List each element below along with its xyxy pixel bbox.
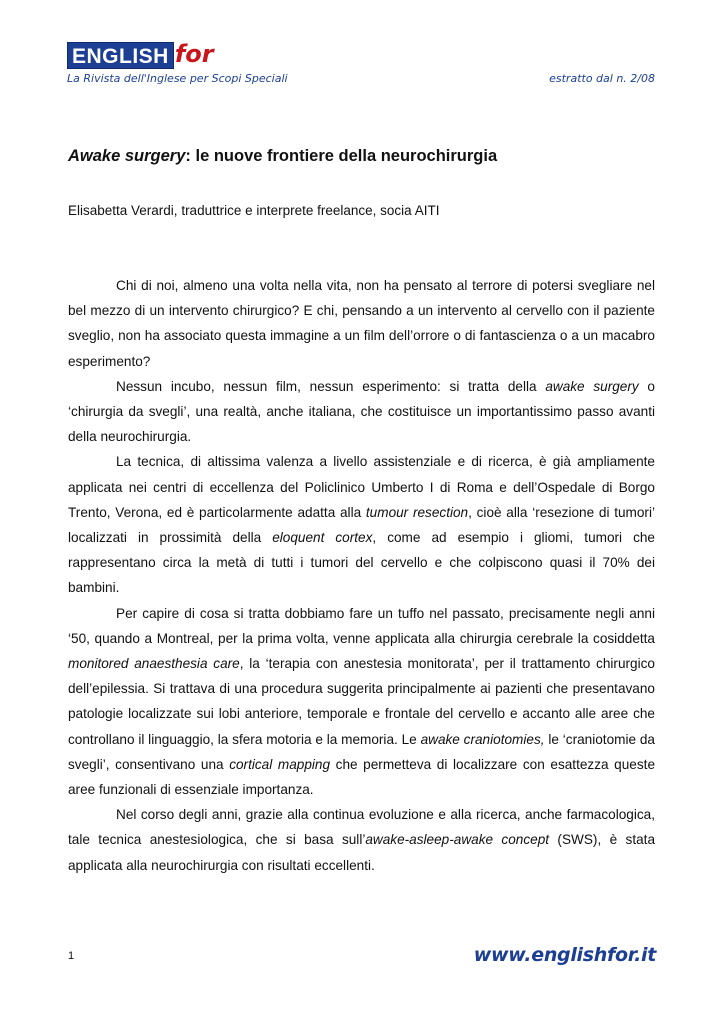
paragraph-1: Chi di noi, almeno una volta nella vita, non ha pensato al terrore di potersi svegliare nel bel mezzo di un intervento chirurgico? E chi, pensando a un intervento al cervello con il paziente sveglio, non ha associato questa immagine a un film dell’orrore o di fantascienza o a un macabro esperimento? bbox=[68, 278, 655, 369]
website-link[interactable]: www.englishfor.it bbox=[473, 944, 656, 966]
paragraph-4: Per capire di cosa si tratta dobbiamo fare un tuffo nel passato, precisamente negli anni ‘50, quando a Montreal, per la prima volta, venne applicata alla chirurgia cerebrale la cosiddetta monitored anaesthesia care, la ‘terapia con anestesia monitorata’, per il trattamento chirurgico dell’epilessia. Si trattava di una procedura suggerita principalmente ai pazienti che presentavano patologie localizzate sui lobi anteriore, temporale e frontale del cervello e accanto alle aree che controllano il linguaggio, la sfera motoria e la memoria. Le awake craniotomies, le ‘craniotomie da svegli’, consentivano una cortical mapping che permetteva di localizzare con esattezza queste aree funzionali di essenziale importanza. bbox=[68, 605, 655, 798]
magazine-logo bbox=[67, 42, 214, 69]
title-emphasis: Awake surgery bbox=[68, 147, 186, 165]
article-title bbox=[68, 144, 668, 168]
paragraph-2: Nessun incubo, nessun film, nessun esperimento: si tratta della awake surgery o ‘chirurgia da svegli’, una realtà, anche italiana, che costituisce un importantissimo passo avanti della neurochirurgia. bbox=[68, 378, 655, 445]
issue-reference: estratto dal n. 2/08 bbox=[549, 72, 655, 85]
paragraph-5: Nel corso degli anni, grazie alla continua evoluzione e alla ricerca, anche farmacologica, tale tecnica anestesiologica, che si basa sull’awake-asleep-awake concept (SWS), è stata applicata alla neurochirurgia con risultati eccellenti. bbox=[68, 807, 655, 873]
article-author: Elisabetta Verardi, traduttrice e interprete freelance, socia AITI bbox=[68, 203, 440, 218]
title-rest: : le nuove frontiere della neurochirurgia bbox=[185, 147, 498, 165]
paragraph-3: La tecnica, di altissima valenza a livello assistenziale e di ricerca, è già ampliamente applicata nei centri di eccellenza del Policlinico Umberto I di Roma e dell’Ospedale di Borgo Trento, Verona, ed è particolarmente adatta alla tumour resection, cioè alla ‘resezione di tumori’ localizzati in prossimità della eloquent cortex, come ad esempio i gliomi, tumori che rappresentano circa la metà di tutti i tumori del cervello e che colpiscono quasi il 70% dei bambini. bbox=[68, 454, 655, 596]
logo-english-text: ENGLISH bbox=[67, 42, 174, 69]
article-body bbox=[68, 273, 655, 878]
logo-for-text: for bbox=[174, 40, 214, 68]
magazine-tagline: La Rivista dell'Inglese per Scopi Speciali bbox=[67, 72, 288, 85]
page-number: 1 bbox=[68, 950, 75, 962]
